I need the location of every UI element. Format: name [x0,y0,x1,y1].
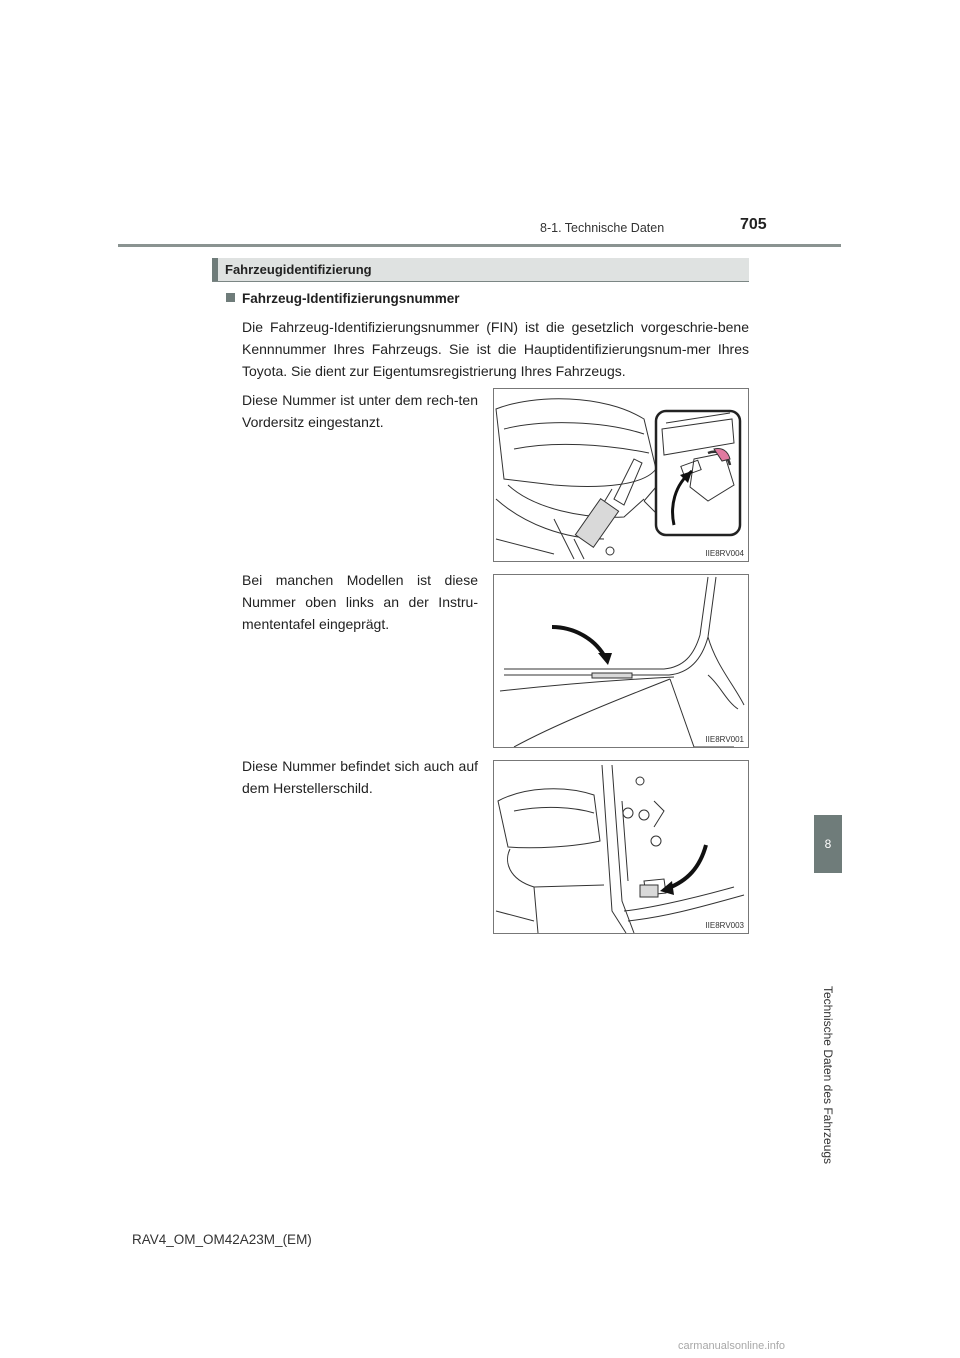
figure-manufacturer-plate [493,760,749,934]
chapter-tab[interactable] [814,815,842,873]
section-header-bar [212,258,749,282]
manufacturer-plate-highlight [640,885,658,897]
document-footer: RAV4_OM_OM42A23M_(EM) [132,1232,312,1247]
chapter-label: Technische Daten des Fahrzeugs [821,985,835,1165]
bullet-square-icon [226,293,235,302]
chapter-number: 8 [824,837,832,851]
header-rule [118,244,841,247]
figure-vin-under-seat [493,388,749,562]
figure-code: IIE8RV001 [705,735,744,744]
plate-paragraph: Diese Nummer befindet sich auch auf dem Herstellerschild. [242,758,478,796]
vin-plate-highlight [592,673,632,678]
section-marker [212,258,218,281]
subheading [226,291,460,306]
seat-illustration [494,389,749,562]
header-section-title: 8-1. Technische Daten [540,221,665,235]
page-number: 705 [740,216,767,233]
door-pillar-illustration [494,761,749,934]
pointer-arrow-icon [552,627,606,659]
intro-paragraph: Die Fahrzeug-Identifizierungsnummer (FIN) ist die gesetzlich vorgeschrie-bene Kennnummer Ihres Fahrzeugs. Sie ist die Hauptidentifizierungsnum-mer Ihres Toyota. Sie dient zur Eigentumsregistrierung Ihres Fahrzeugs. [242,319,749,379]
dashboard-illustration [494,575,749,748]
figure-code: IIE8RV004 [705,549,744,558]
seat-paragraph: Diese Nummer ist unter dem rech-ten Vordersitz eingestanzt. [242,392,478,430]
zoom-inset [656,411,740,535]
dashboard-paragraph: Bei manchen Modellen ist diese Nummer oben links an der Instru-mententafel eingeprägt. [242,572,478,632]
section-title: Fahrzeugidentifizierung [225,262,372,277]
figure-vin-dashboard [493,574,749,748]
subheading-text: Fahrzeug-Identifizierungsnummer [242,291,460,306]
watermark: carmanualsonline.info [678,1340,786,1352]
vin-plate-highlight [575,499,618,548]
figure-code: IIE8RV003 [705,921,744,930]
